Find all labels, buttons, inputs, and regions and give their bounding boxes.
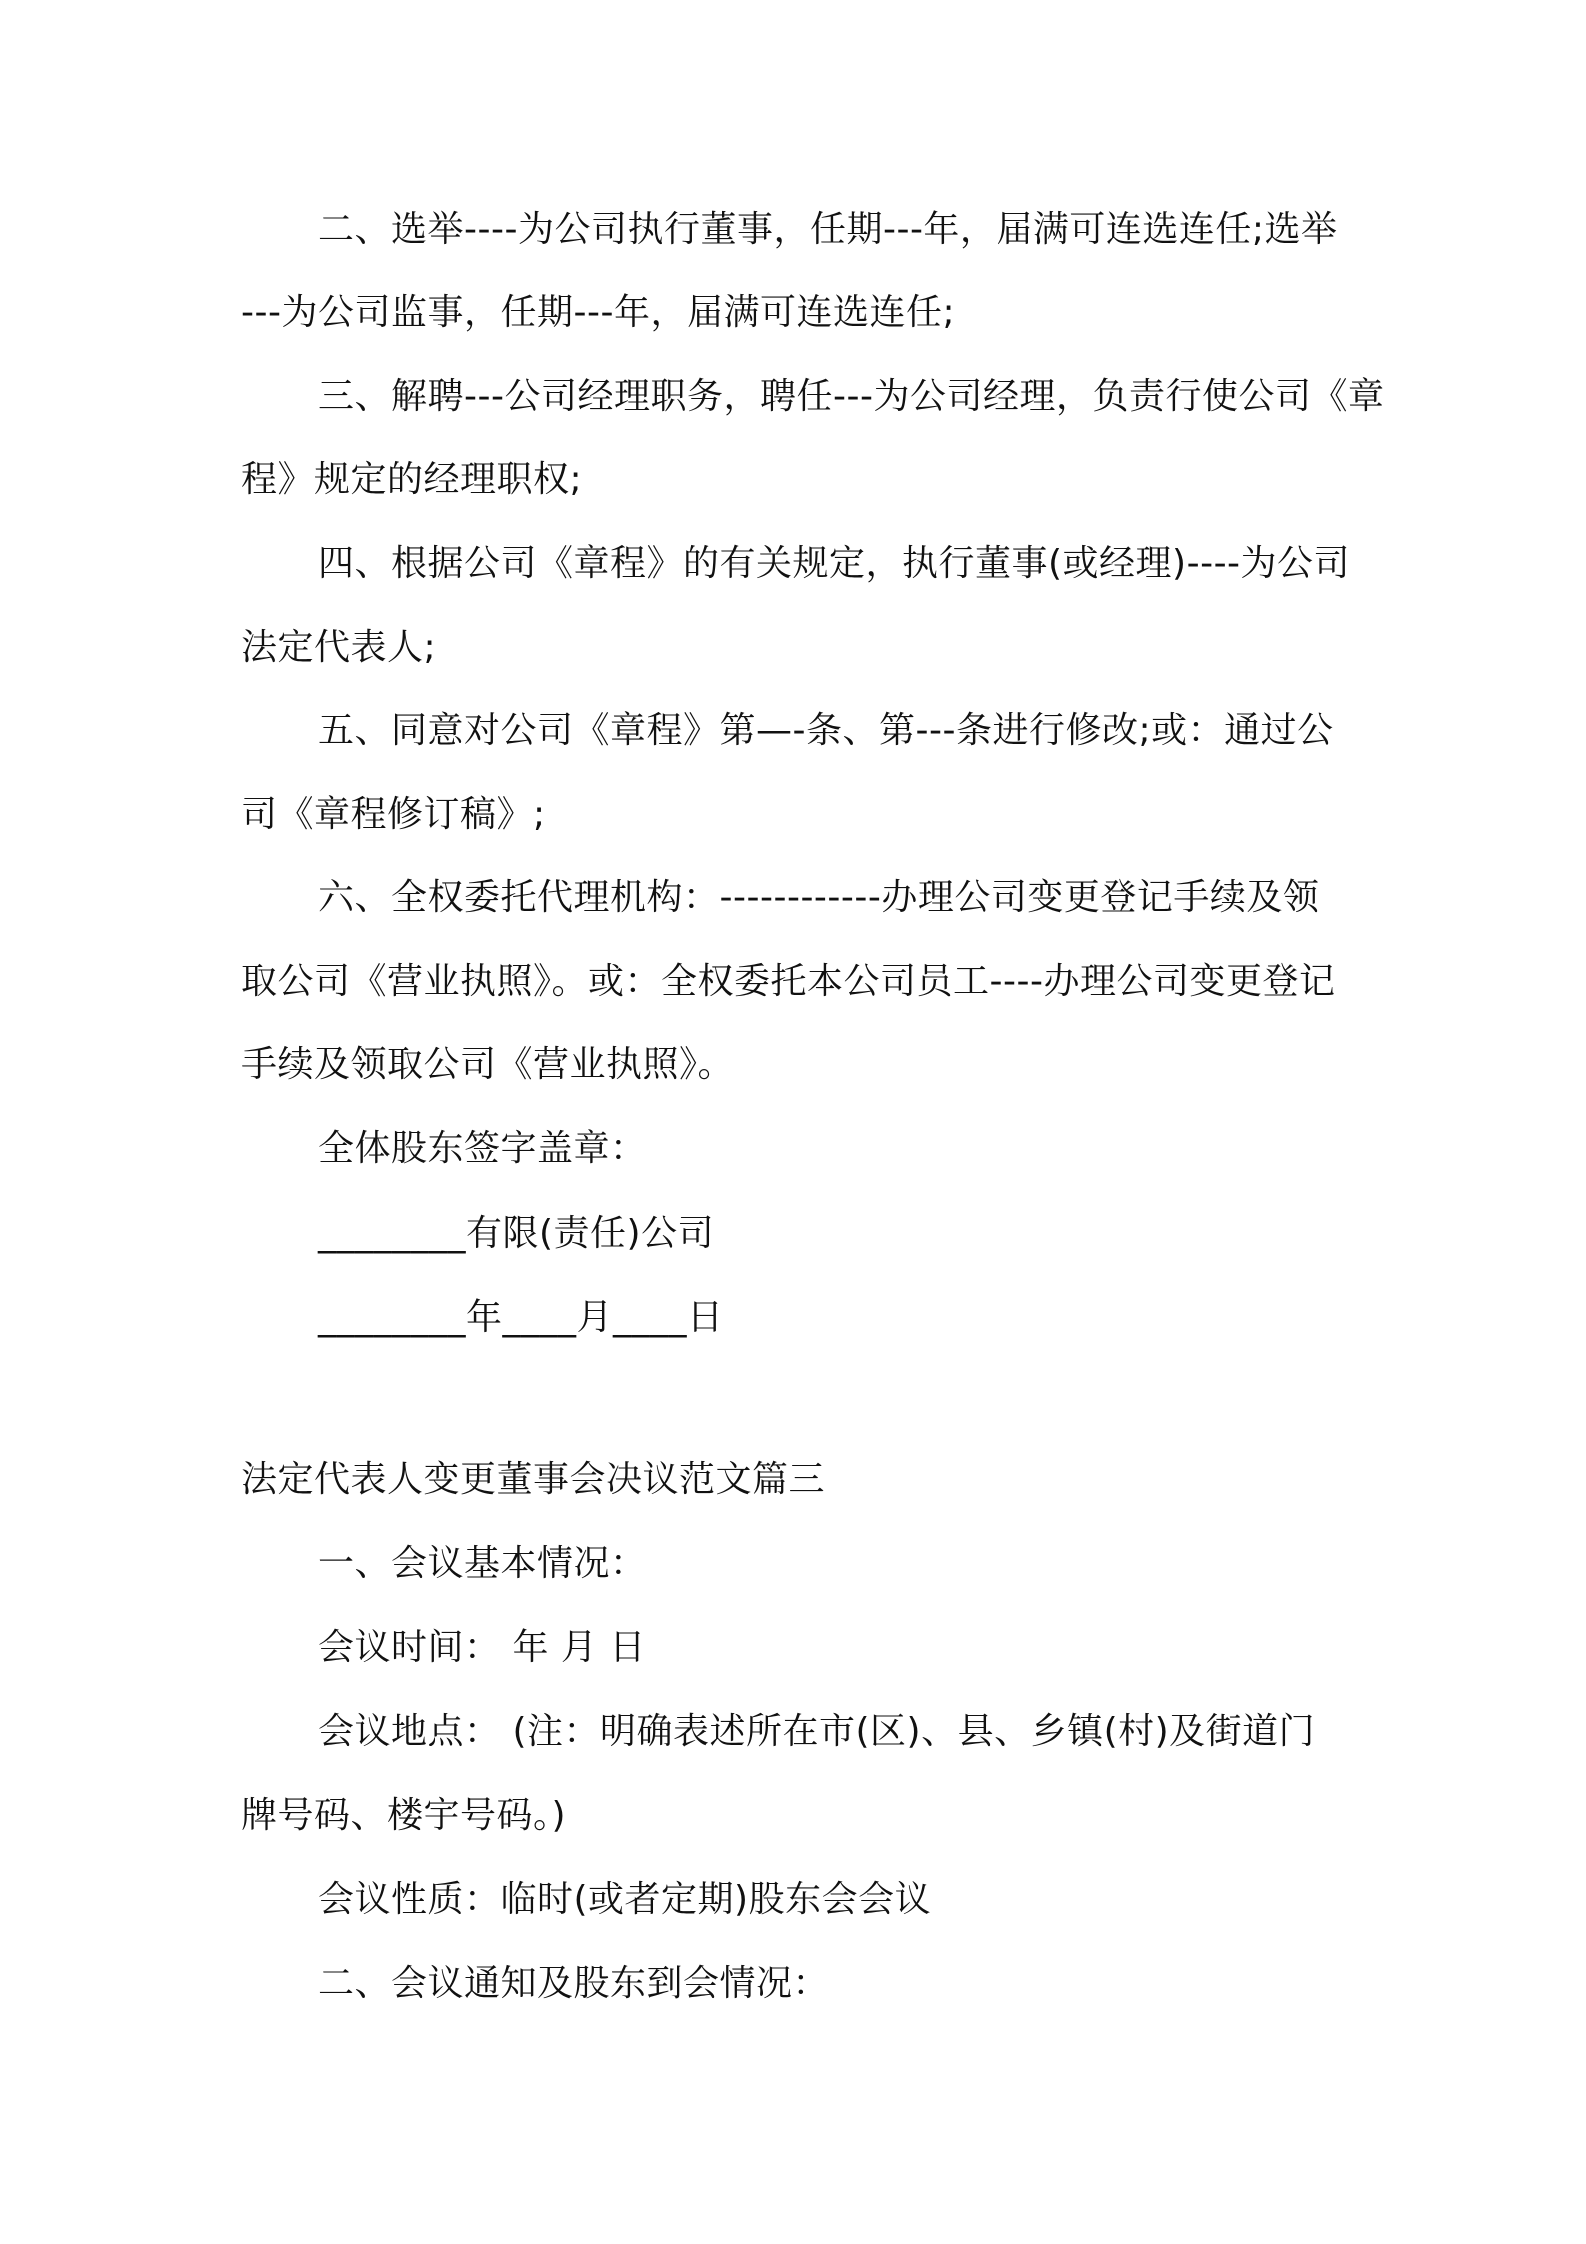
resolution-item-6-line-1: 六、全权委托代理机构：------------办理公司变更登记手续及领 (318, 877, 1320, 918)
date-line: ________年____月____日 (318, 1297, 724, 1338)
meeting-nature: 会议性质：临时(或者定期)股东会会议 (318, 1879, 932, 1920)
meeting-place-line-1: 会议地点： (注：明确表述所在市(区)、县、乡镇(村)及街道门 (318, 1711, 1316, 1752)
resolution-item-3-line-2: 程》规定的经理职权; (241, 459, 583, 500)
resolution-item-4-line-2: 法定代表人; (241, 627, 437, 668)
resolution-item-6-line-3: 手续及领取公司《营业执照》。 (241, 1044, 735, 1085)
resolution-item-6-line-2: 取公司《营业执照》。或：全权委托本公司员工----办理公司变更登记 (241, 961, 1336, 1002)
resolution-item-4-line-1: 四、根据公司《章程》的有关规定，执行董事(或经理)----为公司 (318, 543, 1351, 584)
notice-heading: 二、会议通知及股东到会情况： (318, 1963, 830, 2004)
signature-prompt: 全体股东签字盖章： (318, 1128, 647, 1169)
meeting-place-line-2: 牌号码、楼宇号码。) (241, 1795, 567, 1836)
resolution-item-5-line-2: 司《章程修订稿》; (241, 794, 546, 835)
company-name-line: ________有限(责任)公司 (318, 1213, 715, 1254)
resolution-item-2-line-1: 二、选举----为公司执行董事，任期---年，届满可连选连任;选举 (318, 209, 1338, 250)
meeting-time: 会议时间： 年 月 日 (318, 1627, 646, 1668)
meeting-basics-heading: 一、会议基本情况： (318, 1543, 647, 1584)
resolution-item-2-line-2: ---为公司监事，任期---年，届满可连选连任; (241, 292, 956, 333)
section-title: 法定代表人变更董事会决议范文篇三 (241, 1459, 826, 1500)
resolution-item-3-line-1: 三、解聘---公司经理职务，聘任---为公司经理，负责行使公司《章 (318, 376, 1385, 417)
resolution-item-5-line-1: 五、同意对公司《章程》第—-条、第---条进行修改;或：通过公 (318, 710, 1334, 751)
